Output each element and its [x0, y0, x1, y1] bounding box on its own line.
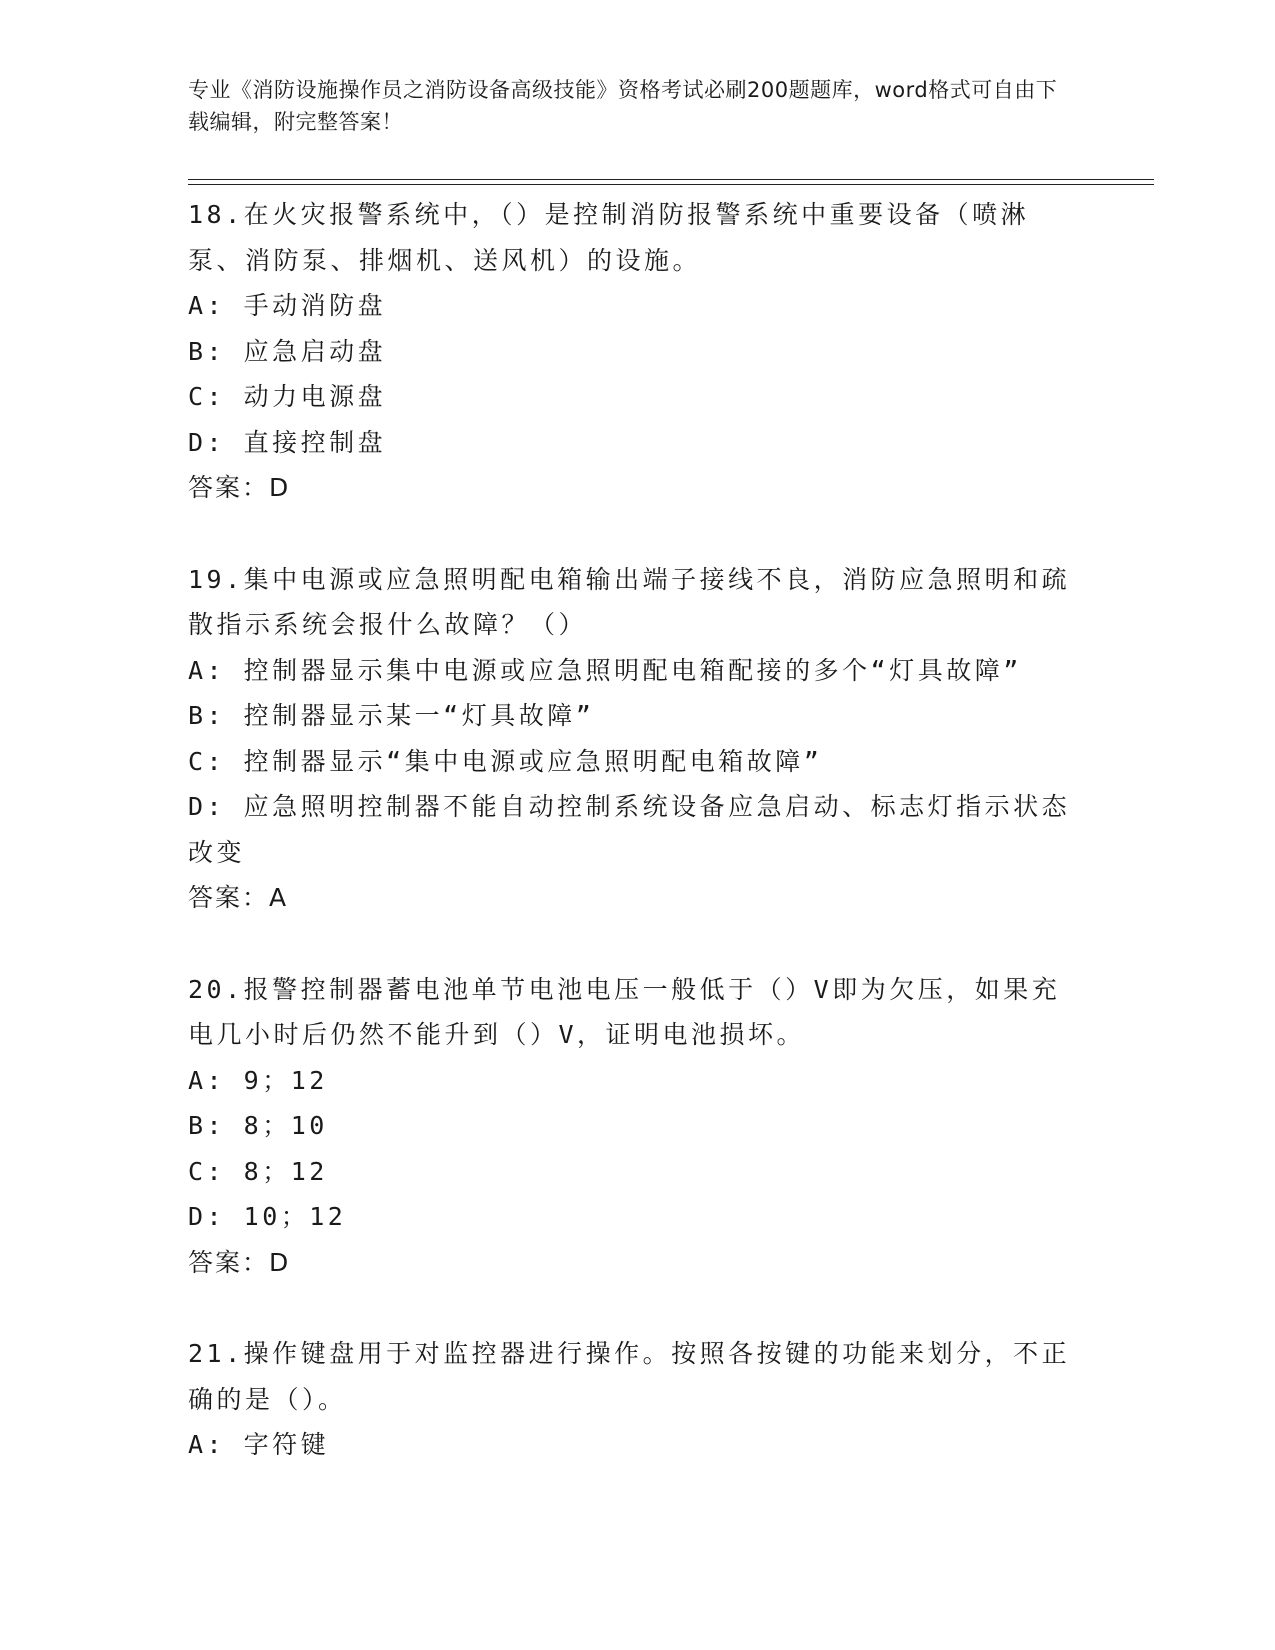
option-c: C: 控制器显示“集中电源或应急照明配电箱故障” [188, 746, 823, 776]
question-18 [188, 192, 1078, 511]
option-b: B: 应急启动盘 [188, 336, 387, 366]
option-d: D: 直接控制盘 [188, 427, 387, 457]
question-stem: 18.在火灾报警系统中，（）是控制消防报警系统中重要设备（喷淋泵、消防泵、排烟机、送风机）的设施。 [188, 200, 1030, 275]
option-d: D: 应急照明控制器不能自动控制系统设备应急启动、标志灯指示状态改变 [188, 792, 1071, 867]
answer-text: 答案：D [188, 473, 291, 502]
answer-text: 答案：D [188, 1247, 291, 1277]
option-a: A: 9；12 [188, 1065, 328, 1095]
question-stem: 21.操作键盘用于对监控器进行操作。按照各按键的功能来划分，不正确的是（）。 [188, 1339, 1071, 1414]
option-c: C: 动力电源盘 [188, 382, 387, 411]
question-20 [188, 967, 1078, 1286]
question-stem: 20.报警控制器蓄电池单节电池电压一般低于（）V即为欠压，如果充电几小时后仍然不能升到（）V，证明电池损坏。 [188, 974, 1061, 1049]
question-stem: 19.集中电源或应急照明配电箱输出端子接线不良，消防应急照明和疏散指示系统会报什么故障？（） [188, 564, 1071, 639]
header-rule-bottom [188, 184, 1154, 185]
option-b: B: 控制器显示某一“灯具故障” [188, 701, 595, 730]
option-c: C: 8；12 [188, 1156, 328, 1186]
question-21 [188, 1331, 1078, 1468]
answer-text: 答案：A [188, 883, 289, 912]
option-d: D: 10；12 [188, 1202, 347, 1231]
document-header: 专业《消防设施操作员之消防设备高级技能》资格考试必刷200题题库，word格式可自由下载编辑，附完整答案！ [188, 78, 1058, 134]
option-b: B: 8；10 [188, 1111, 328, 1140]
option-a: A: 控制器显示集中电源或应急照明配电箱配接的多个“灯具故障” [188, 655, 1022, 685]
question-19 [188, 557, 1078, 921]
option-a: A: 手动消防盘 [188, 291, 387, 320]
header-rule-top [188, 179, 1154, 180]
question-list [188, 192, 1078, 1514]
option-a: A: 字符键 [188, 1430, 330, 1459]
